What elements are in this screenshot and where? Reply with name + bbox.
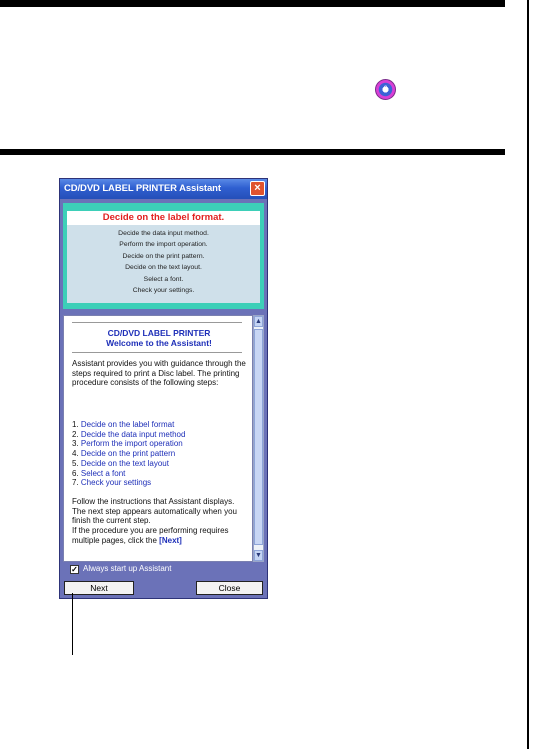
step-link[interactable]: Check your settings: [80, 478, 152, 488]
content-heading: CD/DVD LABEL PRINTER: [107, 328, 211, 338]
divider: [72, 322, 242, 323]
scroll-thumb[interactable]: [254, 329, 263, 545]
step-link[interactable]: Decide on the label format: [80, 420, 175, 429]
always-start-checkbox[interactable]: ✓: [71, 565, 78, 574]
upcoming-step: Decide the data input method.: [118, 230, 209, 237]
intro-text: Assistant provides you with guidance through the steps required to print a Disc label. The printing procedure consists of the following steps:: [72, 359, 246, 388]
next-button[interactable]: Next: [64, 581, 134, 595]
top-rule: [0, 0, 505, 7]
step-link[interactable]: Decide on the print pattern: [80, 449, 176, 459]
divider: [72, 352, 242, 353]
steps-list: [72, 420, 250, 488]
upcoming-step: Perform the import operation.: [119, 241, 208, 249]
cd-label-printer-icon: ♀: [375, 79, 396, 100]
upcoming-step: Select a font.: [143, 275, 184, 283]
next-link[interactable]: [Next]: [159, 535, 182, 545]
outro-line: Follow the instructions that Assistant displays.: [72, 497, 235, 506]
guidance-content[interactable]: [63, 315, 253, 562]
outro-text: [72, 497, 250, 546]
step-link[interactable]: Decide the data input method: [80, 429, 186, 439]
step-header-panel: [63, 203, 264, 309]
content-subheading: Welcome to the Assistant!: [106, 338, 212, 348]
outro-line: If the procedure you are performing requires multiple pages, click the [Next]: [72, 526, 229, 545]
step-link[interactable]: Decide on the text layout: [80, 458, 169, 468]
upcoming-steps: [67, 228, 260, 296]
vertical-scrollbar[interactable]: [253, 315, 264, 562]
window-title: CD/DVD LABEL PRINTER Assistant: [64, 183, 221, 194]
right-margin-line: [527, 0, 529, 749]
list-item: 7. Check your settings: [72, 478, 152, 488]
scroll-down-icon[interactable]: ▼: [255, 552, 262, 559]
close-icon[interactable]: ×: [250, 181, 265, 196]
close-button[interactable]: Close: [196, 581, 263, 595]
always-start-label[interactable]: Always start up Assistant: [83, 564, 172, 573]
assistant-window: [59, 178, 268, 599]
list-item: 6. Select a font: [72, 468, 126, 478]
list-item: 2. Decide the data input method: [72, 429, 186, 439]
title-bar[interactable]: [60, 179, 267, 199]
step-link[interactable]: Perform the import operation: [80, 439, 183, 449]
upcoming-step: Decide on the text layout.: [125, 264, 202, 272]
step-link[interactable]: Select a font: [80, 468, 126, 478]
step-header-inner: [67, 211, 260, 303]
callout-line: [72, 593, 73, 655]
section-rule: [0, 149, 505, 155]
list-item: 5. Decide on the text layout: [72, 458, 169, 468]
current-step-title: Decide on the label format.: [67, 211, 260, 225]
list-item: 1. Decide on the label format: [72, 420, 175, 429]
list-item: 4. Decide on the print pattern: [72, 449, 176, 459]
upcoming-step: Decide on the print pattern.: [122, 252, 205, 260]
list-item: 3. Perform the import operation: [72, 439, 183, 449]
upcoming-step: Check your settings.: [132, 287, 195, 295]
scroll-up-icon[interactable]: ▲: [255, 318, 262, 325]
outro-line: The next step appears automatically when you finish the current step.: [72, 506, 237, 526]
